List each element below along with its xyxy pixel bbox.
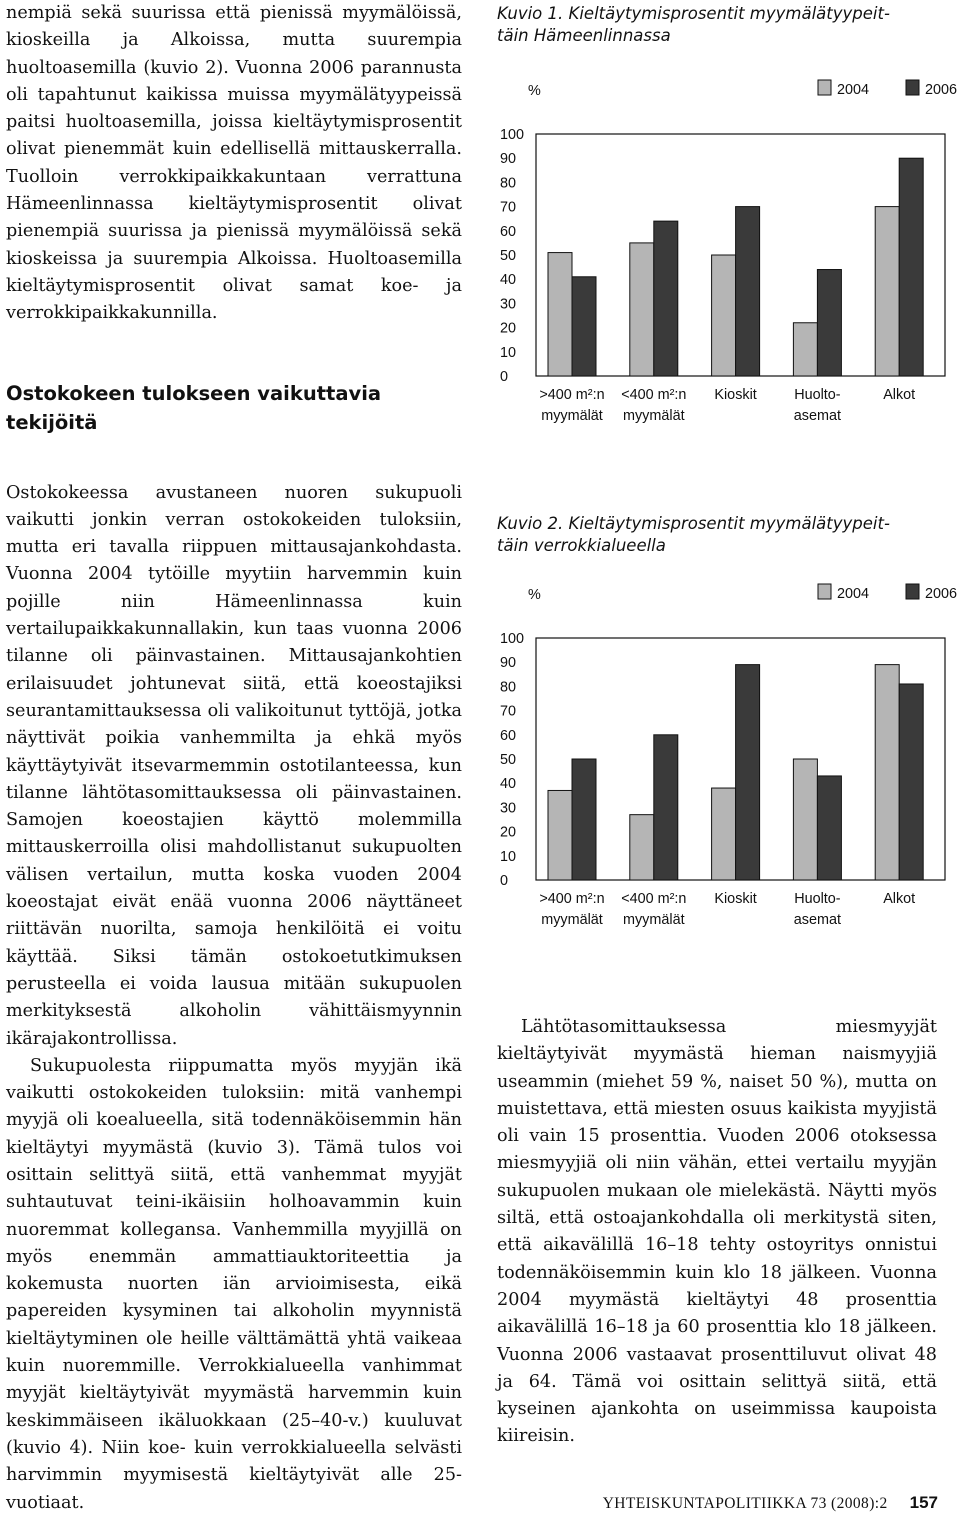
category-label: Huolto- xyxy=(794,891,841,907)
category-label: Kioskit xyxy=(714,387,757,403)
y-tick-label: 20 xyxy=(500,824,517,841)
bar-2006 xyxy=(572,277,596,376)
bar-2004 xyxy=(712,788,736,880)
left-column xyxy=(6,0,462,1517)
category-label: asemat xyxy=(793,408,842,424)
legend-swatch-2006 xyxy=(906,80,919,95)
category-label: Alkot xyxy=(883,387,916,403)
figure-caption-line: täin verrokkialueella xyxy=(497,536,666,555)
bar-2006 xyxy=(736,665,760,880)
bar-2004 xyxy=(793,759,817,880)
bar-2004 xyxy=(793,323,817,376)
bar-chart-2 xyxy=(480,578,960,938)
bar-2004 xyxy=(630,243,654,376)
y-axis-unit: % xyxy=(528,587,541,603)
journal-name: YHTEISKUNTAPOLITIIKKA 73 (2008):2 xyxy=(602,1495,888,1512)
legend-swatch-2004 xyxy=(818,80,831,95)
y-tick-label: 0 xyxy=(500,873,509,889)
bar-2004 xyxy=(712,255,736,376)
bar-2004 xyxy=(548,253,572,376)
bar-2004 xyxy=(875,665,899,880)
figure-caption-line: Kuvio 2. Kieltäytymisprosentit myymälätyypeit- xyxy=(497,514,890,533)
bar-2004 xyxy=(875,207,899,376)
y-tick-label: 30 xyxy=(500,800,517,817)
bar-2006 xyxy=(572,759,596,880)
y-tick-label: 70 xyxy=(500,199,517,216)
bar-2006 xyxy=(654,735,678,880)
y-tick-label: 80 xyxy=(500,175,517,192)
y-tick-label: 10 xyxy=(500,848,517,865)
y-tick-label: 30 xyxy=(500,296,517,313)
body-paragraph: Lähtötasomittauksessa miesmyyjät kieltäytyivät myymästä hieman naismyyjiä useammin (miehet 59 %, naiset 50 %), mutta on muistettava, että miesten osuus kaikista myyjistä oli vain 15 prosenttia. Vuoden 2006 otoksessa miesmyyjiä oli niin vähän, ettei vertailu myyjän sukupuolen mukaan ole mielekästä. Näytti myös siltä, että ostoajankohdalla oli merkitystä siten, että aikavälillä 16–18 tehty ostoyritys onnistui todennäköisemmin kuin klo 18 jälkeen. Vuonna 2004 myymästä kieltäytyi 48 prosenttia aikavälillä 16–18 ja 60 prosenttia klo 18 jälkeen. Vuonna 2006 vastaavat prosenttiluvut olivat 48 ja 64. Tämä voi osittain selittyä siitä, että kyseinen ajankohta on useimmissa kaupoista kiireisin. xyxy=(497,1017,937,1447)
category-label: <400 m²:n xyxy=(621,387,687,403)
y-tick-label: 0 xyxy=(500,369,509,385)
bar-2004 xyxy=(630,815,654,880)
body-paragraph: nempiä sekä suurissa että pienissä myymälöissä, kioskeilla ja Alkoissa, mutta suurempia huoltoasemilla (kuvio 2). Vuonna 2006 parannusta oli tapahtunut kaikissa muissa myymälätyypeissä paitsi huoltoasemilla, joissa kieltäytymisprosentit olivat pienemmät kuin edellisellä mittauskerralla. Tuolloin verrokkipaikkakuntaan verrattuna Hämeenlinnassa kieltäytymisprosentit olivat pienempiä suurissa ja pienissä myymälöissä sekä kioskeissa ja suurempia Alkoissa. Huoltoasemilla kieltäytymisprosentit olivat samat koe- ja verrokkipaikkakunnilla. xyxy=(6,3,462,324)
section-heading: Ostokokeen tulokseen vaikuttavia tekijöitä xyxy=(6,381,382,434)
y-tick-label: 70 xyxy=(500,703,517,720)
category-label: myymälät xyxy=(623,912,685,928)
category-label: Huolto- xyxy=(794,387,841,403)
figure-caption-2 xyxy=(497,513,947,557)
page-footer xyxy=(560,1493,938,1513)
y-axis-unit: % xyxy=(528,83,541,99)
category-label: >400 m²:n xyxy=(539,891,605,907)
y-tick-label: 40 xyxy=(500,776,517,793)
bar-2004 xyxy=(548,790,572,880)
body-paragraph: Ostokokeessa avustaneen nuoren sukupuoli vaikutti jonkin verran ostokokeiden tuloksiin, mutta eri tavalla riippuen mittausajankohdasta. Vuonna 2004 tytöille myytiin harvemmin kuin pojille niin Hämeenlinnassa kuin vertailupaikkakunnallakin, kun taas vuonna 2006 tilanne oli päinvastainen. Mittausajankohtien erilaisuudet johtunevat siitä, että koeostajiksi seurantamittauksessa oli valikoitunut tyttöjä, jotka näyttivät poikia vanhemmilta ja ehkä myös käyttäytyivät itsevarmemmin ostotilanteessa, kun tilanne lähtötasomittauksessa oli päinvastainen. Samojen koeostajien käyttö molemmilla mittauskerroilla olisi mahdollistanut sukupuolten välisen vertailun, mutta koska vuoden 2004 koeostajat eivät enää vuonna 2006 näyttäneet riittävän nuorilta, samoja henkilöitä ei voitu käyttää. Siksi tämän ostokoetutkimuksen perusteella ei voida lausua mitään sukupuolen merkityksestä alkoholin vähittäismyynnin ikärajakontrollissa. xyxy=(6,482,462,1049)
legend-swatch-2004 xyxy=(818,584,831,599)
y-tick-label: 50 xyxy=(500,752,517,768)
y-tick-label: 80 xyxy=(500,679,517,696)
legend-label: 2006 xyxy=(925,586,958,602)
category-label: >400 m²:n xyxy=(539,387,605,403)
figure-caption-line: täin Hämeenlinnassa xyxy=(497,26,671,45)
y-tick-label: 50 xyxy=(500,248,517,264)
y-tick-label: 20 xyxy=(500,320,517,337)
y-tick-label: 10 xyxy=(500,344,517,361)
bar-2006 xyxy=(899,684,923,880)
bar-2006 xyxy=(736,207,760,376)
legend-label: 2004 xyxy=(837,586,870,602)
figure-caption-line: Kuvio 1. Kieltäytymisprosentit myymälätyypeit- xyxy=(497,4,890,23)
bar-2006 xyxy=(817,776,841,880)
legend-label: 2006 xyxy=(925,82,958,98)
bar-chart-1 xyxy=(480,74,960,434)
category-label: Kioskit xyxy=(714,891,757,907)
right-column xyxy=(497,1014,937,1451)
category-label: myymälät xyxy=(541,408,603,424)
y-tick-label: 40 xyxy=(500,272,517,289)
body-paragraph: Sukupuolesta riippumatta myös myyjän ikä vaikutti ostokokeiden tuloksiin: mitä vanhempi myyjä oli koealueella, sitä todennäköisemmin hän kieltäytyi myymästä (kuvio 3). Tämä tulos voi osittain selittyä siitä, että vanhemmat myyjät suhtautuvat teini-ikäisiin holhoavammin kuin nuoremmat kollegansa. Vanhemmilla myyjillä on myös enemmän ammattiauktoriteettia ja kokemusta nuorten iän arvioimisesta, eikä papereiden kysyminen tai alkoholin myynnistä kieltäytyminen ole heille välttämättä yhtä vaikeaa kuin nuoremmille. Verrokkialueella vanhimmat myyjät kieltäytyivät myymästä harvemmin kuin keskimmäiseen ikäluokkaan (25–40-v.) kuuluvat (kuvio 4). Niin koe- kuin verrokkialueella selvästi harvimmin myymisestä kieltäytyivät alle 25-vuotiaat. xyxy=(6,1055,462,1513)
y-tick-label: 60 xyxy=(500,727,517,744)
figure-caption-1 xyxy=(497,3,947,47)
bar-2006 xyxy=(899,158,923,376)
category-label: myymälät xyxy=(623,408,685,424)
y-tick-label: 60 xyxy=(500,223,517,240)
y-tick-label: 90 xyxy=(500,151,517,168)
y-tick-label: 100 xyxy=(500,127,525,143)
y-tick-label: 100 xyxy=(500,631,525,647)
category-label: asemat xyxy=(793,912,842,928)
category-label: <400 m²:n xyxy=(621,891,687,907)
bar-2006 xyxy=(817,270,841,376)
y-tick-label: 90 xyxy=(500,655,517,672)
bar-2006 xyxy=(654,221,678,376)
category-label: Alkot xyxy=(883,891,916,907)
legend-label: 2004 xyxy=(837,82,870,98)
category-label: myymälät xyxy=(541,912,603,928)
legend-swatch-2006 xyxy=(906,584,919,599)
page-number: 157 xyxy=(909,1493,938,1512)
